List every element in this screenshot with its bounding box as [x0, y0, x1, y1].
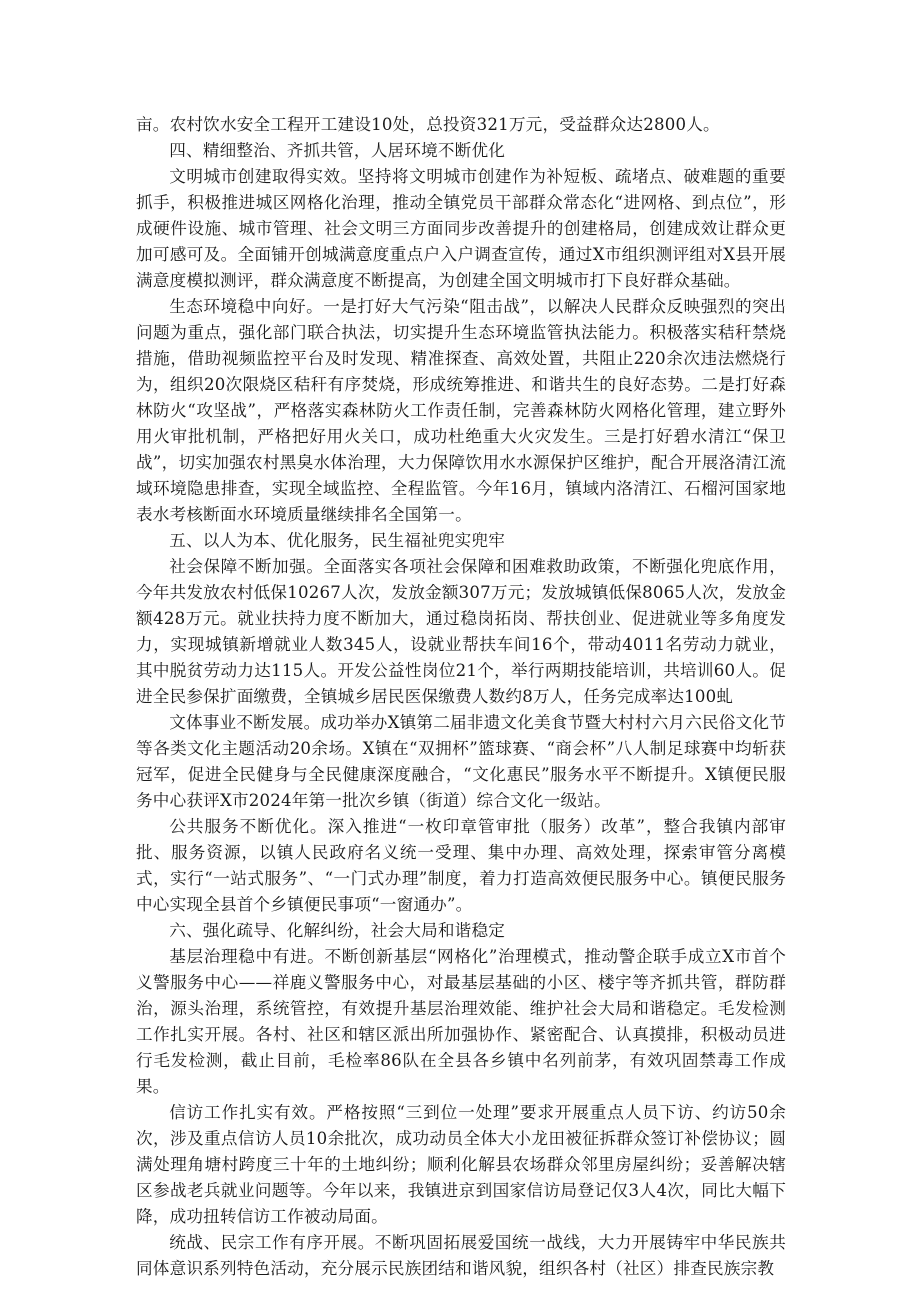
paragraph-social-security: 社会保障不断加强。全面落实各项社会保障和困难救助政策，不断强化兜底作用，今年共发放农村低保10267人次，发放金额307万元；发放城镇低保8065人次，发放金额428万元。就业扶持力度不断加大，通过稳岗拓岗、帮扶创业、促进就业等多角度发力，实现城镇新增就业人数345人，设就业帮扶车间16个，带动4011名劳动力就业，其中脱贫劳动力达115人。开发公益性岗位21个，举行两期技能培训，共培训60人。促进全民参保扩面缴费，全镇城乡居民医保缴费人数约8万人，任务完成率达100虬: [136, 557, 786, 706]
paragraph-continuation: 亩。农村饮水安全工程开工建设10处，总投资321万元，受益群众达2800人。: [136, 115, 720, 134]
paragraph-civilized-city: 文明城市创建取得实效。坚持将文明城市创建作为补短板、疏堵点、破难题的重要抓手，积极推进城区网格化治理，推动全镇党员干部群众常态化“进网格、到点位”，形成硬件设施、城市管理、社会文明三方面同步改善提升的创建格局，创建成效让群众更加可感可及。全面铺开创城满意度重点户入户调查宣传，通过X市组织测评组对X县开展满意度模拟测评，群众满意度不断提高，为创建全国文明城市打下良好群众基础。: [136, 167, 786, 290]
section-heading-5: 五、以人为本、优化服务，民生福祉兜实兜牢: [169, 531, 506, 550]
paragraph-grassroots-governance: 基层治理稳中有进。不断创新基层“网格化”治理模式，推动警企联手成立X市首个义警服务中心——祥鹿义警服务中心，对最基层基础的小区、楼宇等齐抓共管，群防群治，源头治理，系统管控，有效提升基层治理效能、维护社会大局和谐稳定。毛发检测工作扎实开展。各村、社区和辖区派出所加强协作、紧密配合、认真摸排，积极动员进行毛发检测，截止目前，毛检率86队在全县各乡镇中名列前茅，有效巩固禁毒工作成果。: [136, 947, 786, 1096]
paragraph-culture-sports: 文体事业不断发展。成功举办X镇第二届非遗文化美食节暨大村村六月六民俗文化节等各类文化主题活动20余场。X镇在“双拥杯”篮球赛、“商会杯”八人制足球赛中均斩获冠军，促进全民健身与全民健康深度融合，“文化惠民”服务水平不断提升。X镇便民服务中心获评X市2024年第一批次乡镇（街道）综合文化一级站。: [136, 713, 786, 810]
section-heading-6: 六、强化疏导、化解纠纷，社会大局和谐稳定: [169, 921, 506, 940]
paragraph-petition-work: 信访工作扎实有效。严格按照“三到位一处理”要求开展重点人员下访、约访50余次，涉及重点信访人员10余批次，成功动员全体大小龙田被征拆群众签订补偿协议；圆满处理角塘村跨度三十年的土地纠纷；顺利化解县农场群众邻里房屋纠纷；妥善解决辖区参战老兵就业问题等。今年以来，我镇进京到国家信访局登记仅3人4次，同比大幅下降，成功扭转信访工作被动局面。: [136, 1103, 786, 1226]
paragraph-united-front: 统战、民宗工作有序开展。不断巩固拓展爱国统一战线，大力开展铸牢中华民族共同体意识系列特色活动，充分展示民族团结和谐风貌，组织各村（社区）排查民族宗教: [136, 1233, 786, 1278]
paragraph-ecology: 生态环境稳中向好。一是打好大气污染“阻击战”，以解决人民群众反映强烈的突出问题为重点，强化部门联合执法，切实提升生态环境监管执法能力。积极落实秸秆禁烧措施，借助视频监控平台及时发现、精准探查、高效处置，共阻止220余次违法燃烧行为，组织20次限烧区秸秆有序焚烧，形成统筹推进、和谐共生的良好态势。二是打好森林防火“攻坚战”，严格落实森林防火工作责任制，完善森林防火网格化管理，建立野外用火审批机制，严格把好用火关口，成功杜绝重大火灾发生。三是打好碧水清江“保卫战”，切实加强农村黑臭水体治理，大力保障饮用水水源保护区维护，配合开展洛清江流域环境隐患排查，实现全域监控、全程监管。今年16月，镇域内洛清江、石榴河国家地表水考核断面水环境质量继续排名全国第一。: [136, 297, 786, 524]
document-page: [136, 112, 786, 1282]
paragraph-public-service: 公共服务不断优化。深入推进“一枚印章管审批（服务）改革”，整合我镇内部审批、服务资源，以镇人民政府名义统一受理、集中办理、高效处理，探索审管分离模式，实行“一站式服务”、“一门式办理”制度，着力打造高效便民服务中心。镇便民服务中心实现全县首个乡镇便民事项“一窗通办”。: [136, 817, 786, 914]
section-heading-4: 四、精细整治、齐抓共管，人居环境不断优化: [169, 141, 506, 160]
